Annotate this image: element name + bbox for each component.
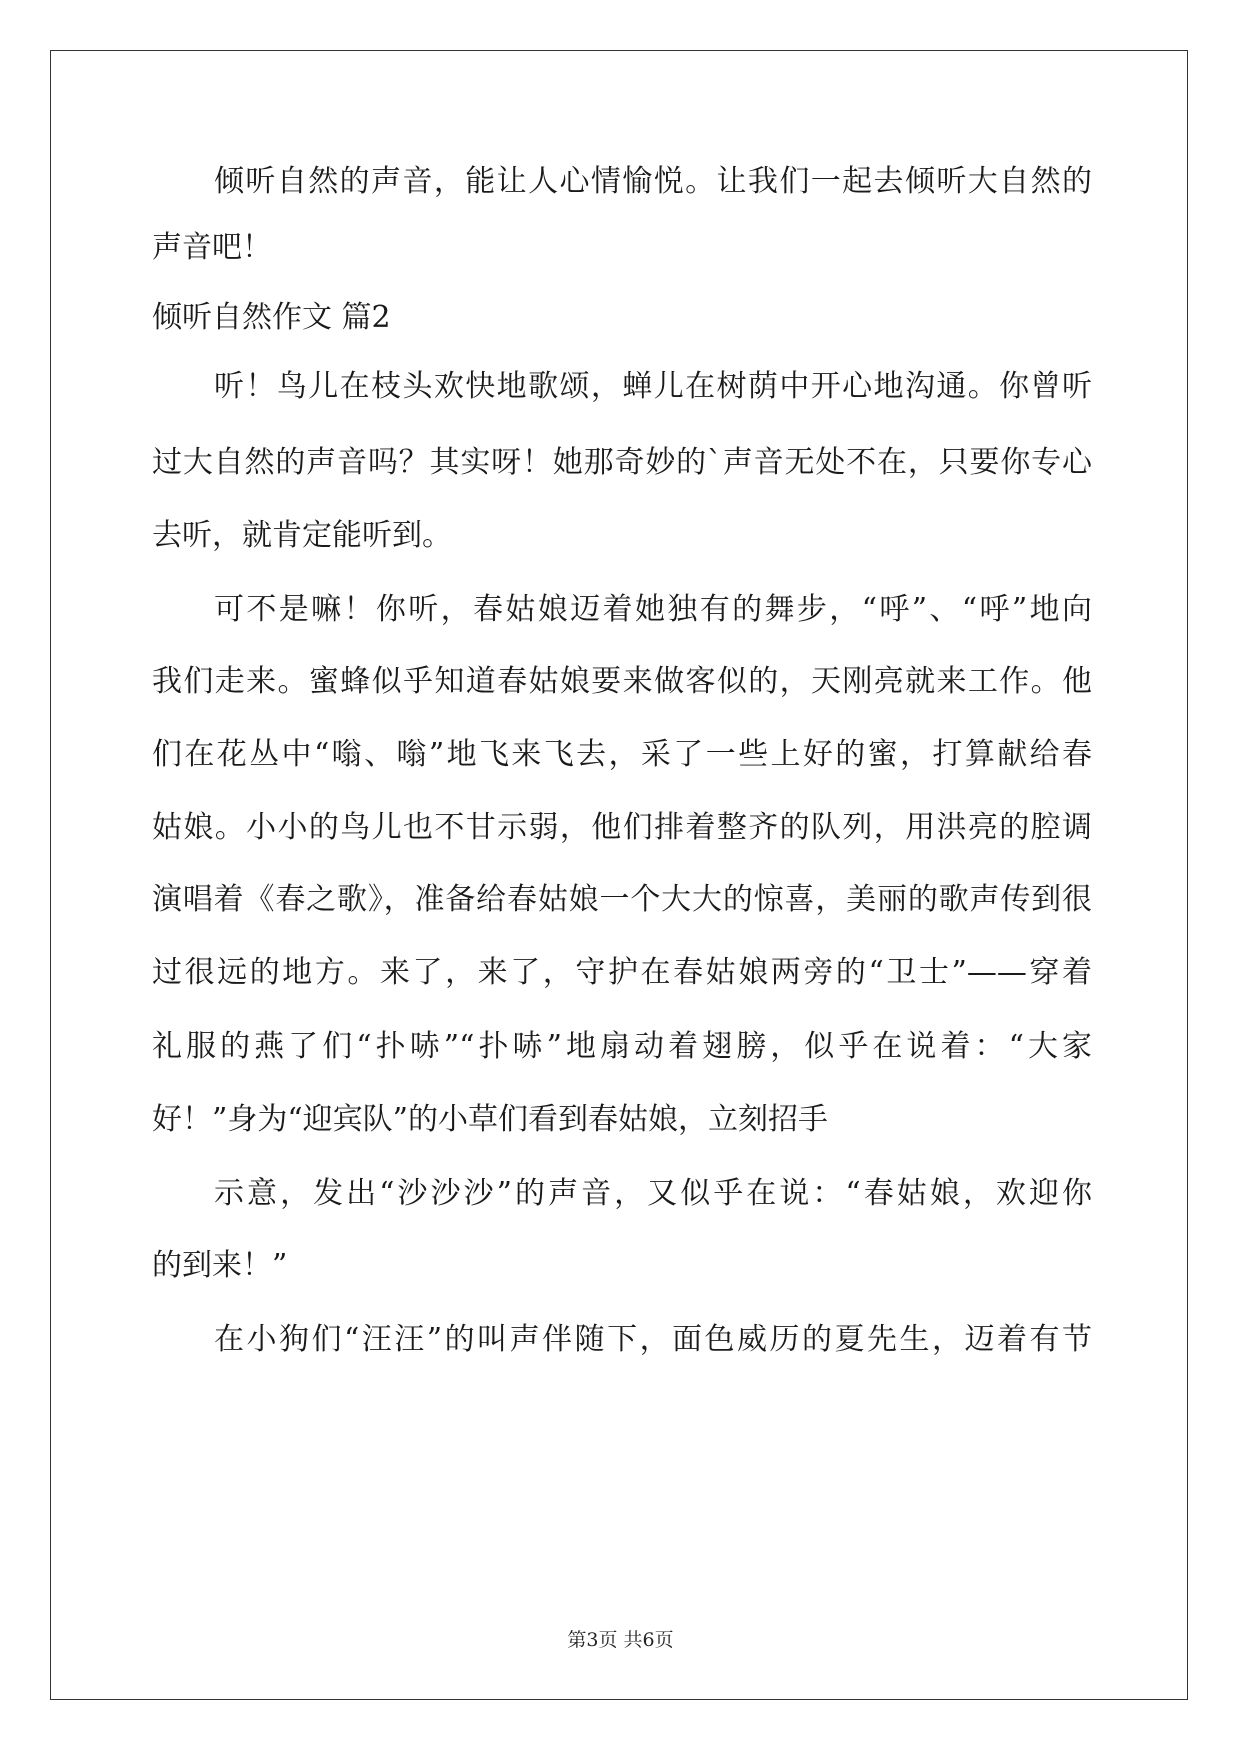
section-heading: 倾听自然作文 篇2 — [152, 300, 391, 335]
paragraph-line: 听！鸟儿在枝头欢快地歌颂，蝉儿在树荫中开心地沟通。你曾听 — [214, 369, 1092, 404]
paragraph-line: 示意，发出“沙沙沙”的声音，又似乎在说：“春姑娘，欢迎你 — [214, 1176, 1092, 1211]
paragraph-line: 们在花丛中“嗡、嗡”地飞来飞去，采了一些上好的蜜，打算献给春 — [152, 737, 1092, 772]
paragraph-line: 姑娘。小小的鸟儿也不甘示弱，他们排着整齐的队列，用洪亮的腔调 — [152, 810, 1092, 845]
paragraph-line: 的到来！” — [152, 1248, 288, 1283]
paragraph-line: 演唱着《春之歌》，准备给春姑娘一个大大的惊喜，美丽的歌声传到很 — [152, 882, 1092, 917]
paragraph-line: 在小狗们“汪汪”的叫声伴随下，面色威历的夏先生，迈着有节 — [214, 1322, 1092, 1357]
paragraph-line: 过大自然的声音吗？其实呀！她那奇妙的`声音无处不在，只要你专心 — [152, 445, 1092, 480]
paragraph-line: 礼服的燕了们“扑哧”“扑哧”地扇动着翅膀，似乎在说着：“大家 — [152, 1029, 1092, 1064]
paragraph-line: 过很远的地方。来了，来了，守护在春姑娘两旁的“卫士”——穿着 — [152, 955, 1092, 990]
paragraph-line: 我们走来。蜜蜂似乎知道春姑娘要来做客似的，天刚亮就来工作。他 — [152, 664, 1092, 699]
paragraph-line: 声音吧！ — [152, 230, 272, 265]
page-number: 第3页 共6页 — [567, 1629, 674, 1651]
paragraph-line: 倾听自然的声音，能让人心情愉悦。让我们一起去倾听大自然的 — [214, 164, 1092, 199]
paragraph-line: 可不是嘛！你听，春姑娘迈着她独有的舞步，“呼”、“呼”地向 — [214, 592, 1092, 627]
paragraph-line: 好！”身为“迎宾队”的小草们看到春姑娘，立刻招手 — [152, 1102, 829, 1137]
paragraph-line: 去听，就肯定能听到。 — [152, 518, 452, 553]
